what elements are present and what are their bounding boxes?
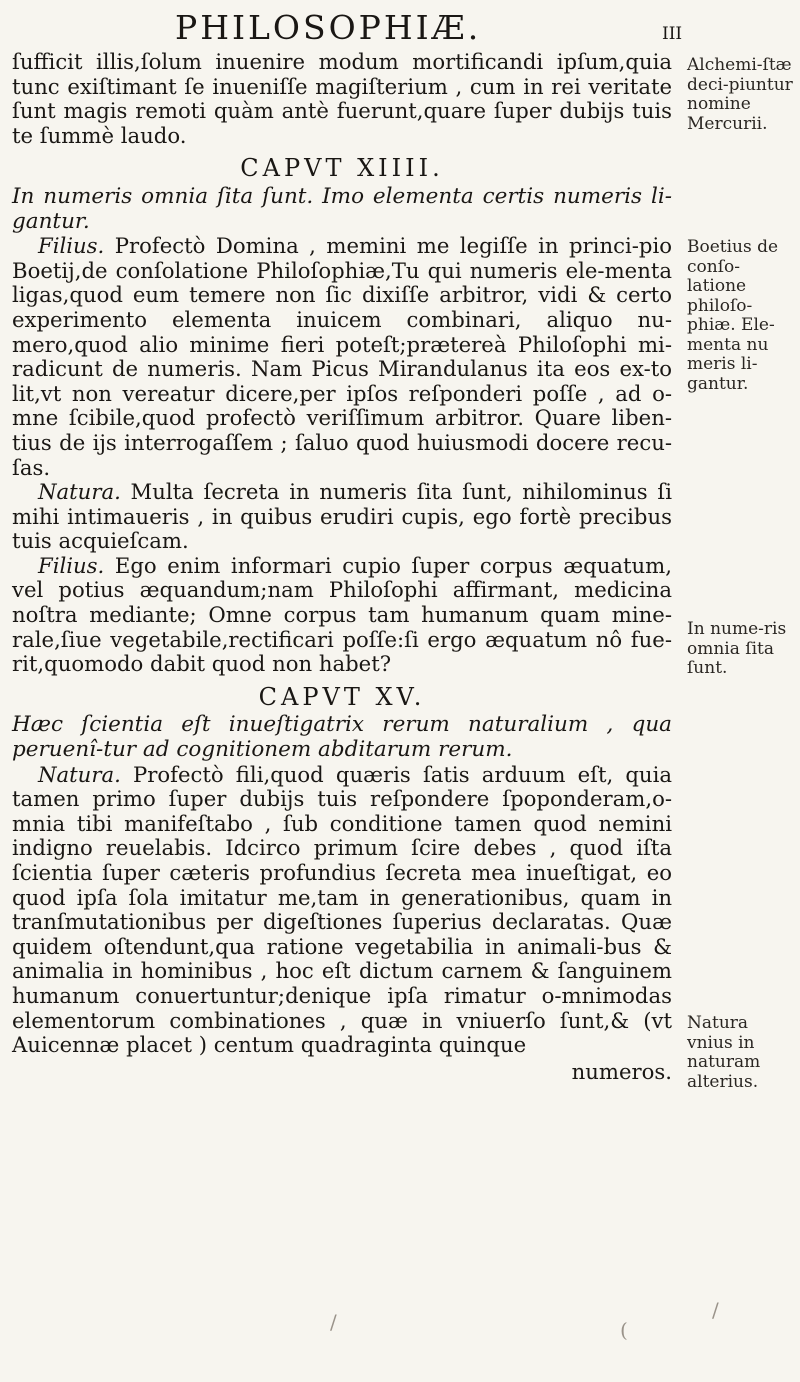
- dialogue-text: Profectò Domina , memini me legiſſe in princi-pio Boetij,de conſolatione Philoſophiæ,Tu qui numeris ele-menta ligas,quod eum temere non ſic dixiſſe arbitror, vidi & certo experimento elementa inuicem combinari, aliquo nu-mero,quod alio minime fieri poteſt;prætereà Philoſophi mi-radicunt de numeris. Nam Picus Mirandulanus ita eos ex-to lit,vt non vereatur dicere,per ipſos reſponderi poſſe , ad o-mne ſcibile,quod profectò veriſſimum arbitror. Quare liben-tius de ijs interrogaſſem ; ſaluo quod huiusmodi docere recu-ſas.: [12, 233, 672, 480]
- paragraph-continuation: ſufficit illis,ſolum inuenire modum mortificandi ipſum,quia tunc exiſtimant ſe inueniſſe magiſterium , cum in rei veritate ſunt magis remoti quàm antè fuerunt,quare ſuper dubijs tuis te ſummè laudo.: [12, 49, 672, 148]
- catchword: numeros.: [571, 1058, 672, 1084]
- margin-note-numbers: In nume-ris omnia ſita ſunt.: [687, 619, 787, 678]
- speaker-label: Natura.: [38, 479, 121, 505]
- dialogue-text: Ego enim informari cupio ſuper corpus æquatum, vel potius æquandum;nam Philoſophi affirmant, medicina noſtra mediante; Omne corpus tam humanum quam mine-rale,ſiue vegetabile,rectificari poſſe:ſi ergo æquatum nô fue-rit,quomodo dabit quod non habet?: [12, 552, 672, 677]
- dialogue-text: Profectò fili,quod quæris ſatis arduum eſt, quia tamen primo ſuper dubijs tuis reſpondere ſpoponderam,o-mnia tibi manifeſtabo , ſub conditione tamen quod nemini indigno reuelabis. Idcirco primum ſcire debes , quod iſta ſcientia ſuper cæteris profundius ſecreta mea inueſtigat, eo quod ipſa ſola imitatur me,tam in generationibus, quam in tranſmutationibus per digeſtiones ſuperius declaratas. Quæ quidem oſtendunt,qua ratione vegetabilia in animali-bus & animalia in hominibus , hoc eſt dictum carnem & ſanguinem humanum conuertuntur;denique ipſa rimatur o-mnimodas elementorum combinationes , quæ in vniuerſo ſunt,& (vt Auicennæ placet ) centum quadraginta quinque: [12, 761, 672, 1058]
- stray-ink-mark: (: [620, 1318, 628, 1342]
- page-header: [0, 8, 800, 52]
- chapter-15-heading: CAPVT XV.: [258, 682, 426, 711]
- dialogue-paragraph: [12, 763, 672, 1058]
- dialogue-text: Multa ſecreta in numeris ſita ſunt, nihilominus ſi mihi intimaueris , in quibus erudiri cupis, ego fortè precibus tuis acquieſcam.: [12, 479, 672, 554]
- margin-note-nature: Natura vnius in naturam alterius.: [687, 1013, 761, 1092]
- margin-note-alchemists: Alchemi-ſtæ deci-piuntur nomine Mercurii.: [687, 55, 793, 134]
- speaker-label: Filius.: [38, 233, 105, 259]
- main-text-column: [12, 50, 672, 1084]
- dialogue-paragraph: [12, 554, 672, 677]
- chapter-14-heading: CAPVT XIIII.: [240, 154, 444, 183]
- stray-ink-mark: /: [712, 1298, 719, 1322]
- page-number: III: [662, 24, 683, 44]
- dialogue-paragraph: [12, 234, 672, 480]
- chapter-14-summary: In numeris omnia ſita ſunt. Imo elementa certis numeris li-gantur.: [12, 183, 672, 234]
- margin-note-boetius: Boetius de conſo-latione philoſo-phiæ. Ele-menta nu meris li-gantur.: [687, 237, 779, 394]
- speaker-label: Filius.: [38, 552, 105, 578]
- chapter-15-summary: Hæc ſcientia eſt inueſtigatrix rerum naturalium , qua peruenî-tur ad cognitionem abditarum rerum.: [12, 712, 672, 763]
- running-title: PHILOSOPHIÆ.: [175, 8, 482, 47]
- stray-ink-mark: /: [330, 1310, 337, 1334]
- speaker-label: Natura.: [38, 761, 121, 787]
- dialogue-paragraph: [12, 480, 672, 554]
